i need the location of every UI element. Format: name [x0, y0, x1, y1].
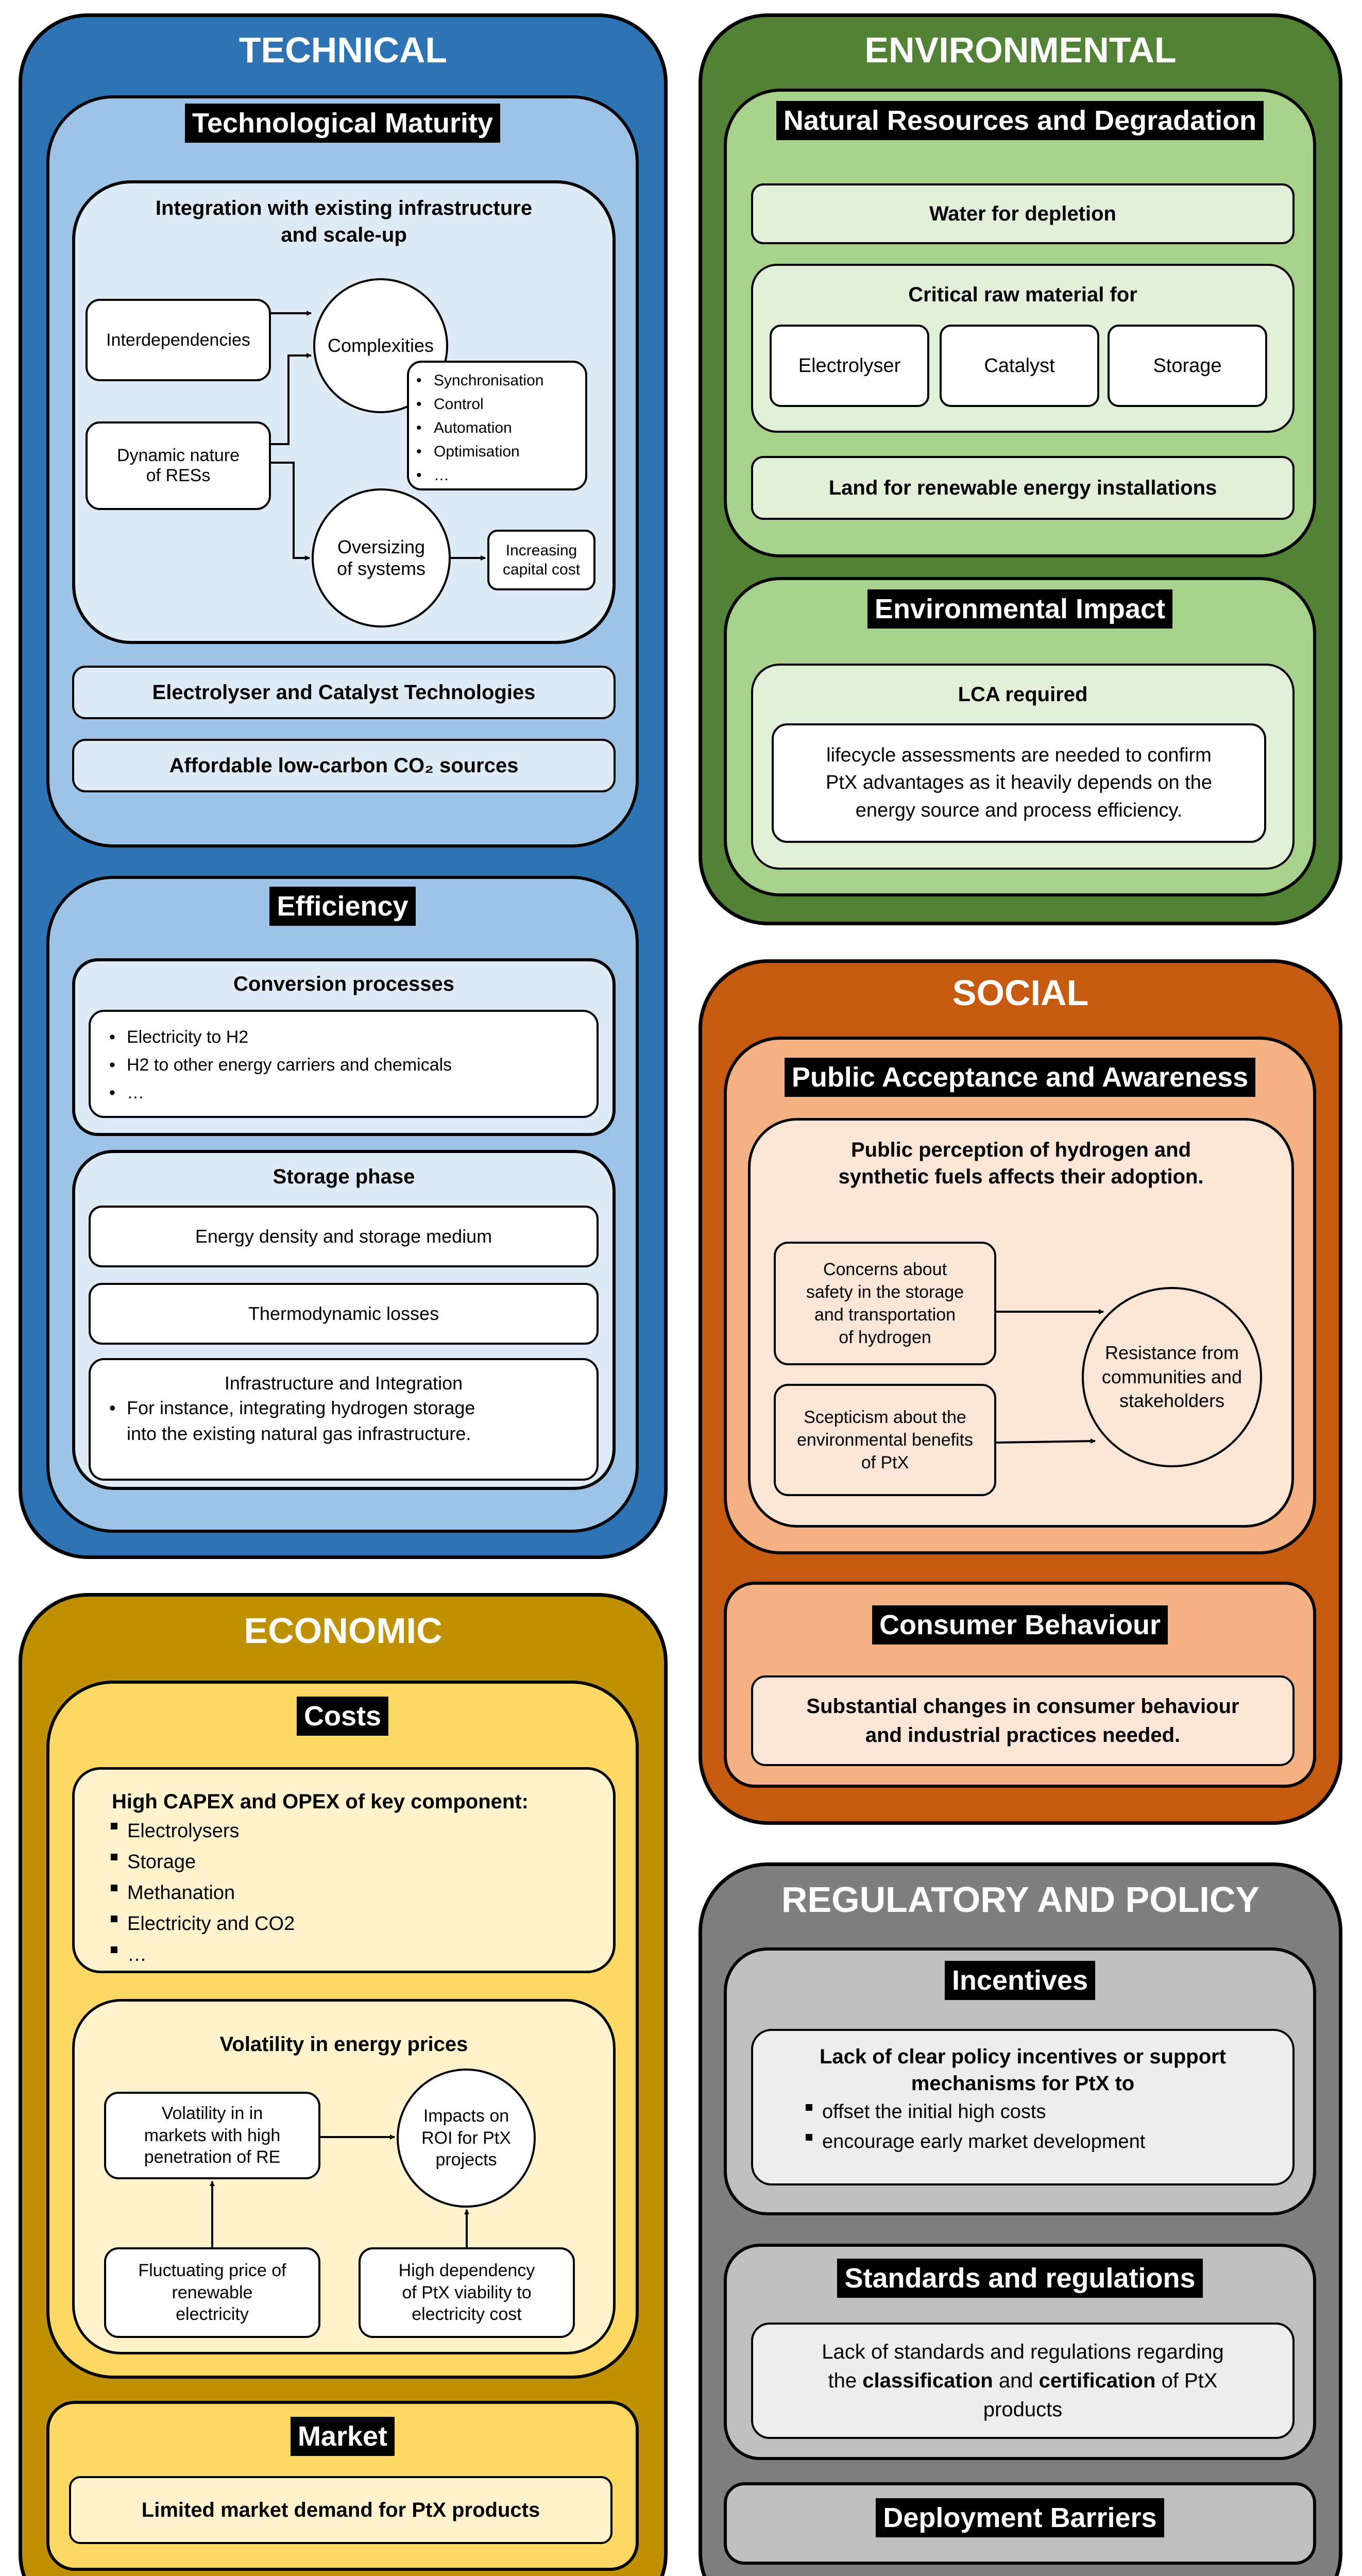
consumer-behaviour-title: Consumer Behaviour — [872, 1605, 1168, 1645]
fluctuating-price-box: Fluctuating price of renewable electricity — [104, 2247, 320, 2338]
efficiency-title: Efficiency — [269, 887, 415, 926]
critical-material-title: Critical raw material for — [908, 283, 1137, 306]
public-acceptance-title: Public Acceptance and Awareness — [785, 1058, 1255, 1097]
regulatory-title: REGULATORY AND POLICY — [781, 1879, 1260, 1920]
market-title: Market — [291, 2417, 395, 2456]
incentives-list: offset the initial high costs encourage early market development — [786, 2097, 1292, 2157]
capex-list: Electrolysers Storage Methanation Electricity and CO2 … — [91, 1816, 613, 1970]
lca-title: LCA required — [958, 683, 1088, 706]
thermodynamic-losses-box: Thermodynamic losses — [89, 1283, 599, 1345]
infrastructure-box — [89, 1358, 599, 1481]
scepticism-box: Scepticism about the environmental benefits of PtX — [774, 1384, 996, 1496]
material-electrolyser: Electrolyser — [770, 325, 929, 407]
environmental-title: ENVIRONMENTAL — [864, 30, 1177, 70]
material-storage: Storage — [1108, 325, 1267, 407]
standards-title: Standards and regulations — [837, 2259, 1202, 2298]
capital-cost-box: Increasing capital cost — [487, 530, 595, 590]
volatility-title: Volatility in energy prices — [219, 2033, 468, 2056]
co2-sources-box: Affordable low-carbon CO₂ sources — [72, 739, 616, 792]
electrolyser-tech-box: Electrolyser and Catalyst Technologies — [72, 666, 616, 719]
interdependencies-box: Interdependencies — [86, 299, 271, 381]
economic-title: ECONOMIC — [244, 1611, 442, 1651]
energy-density-box: Energy density and storage medium — [89, 1206, 599, 1267]
infrastructure-list: • For instance, integrating hydrogen storage into the existing natural gas infrastructure. — [104, 1395, 597, 1447]
tech-maturity-title: Technological Maturity — [185, 104, 500, 143]
capex-box — [72, 1767, 616, 1973]
roi-impacts-circle: Impacts on ROI for PtX projects — [397, 2069, 536, 2208]
natural-resources-title: Natural Resources and Degradation — [776, 101, 1264, 140]
lca-text-box: lifecycle assessments are needed to confirm PtX advantages as it heavily depends on the energy source and process efficiency. — [772, 723, 1266, 843]
oversizing-circle: Oversizing of systems — [312, 488, 451, 628]
capex-title: High CAPEX and OPEX of key component: — [112, 1790, 529, 1813]
water-box: Water for depletion — [751, 183, 1295, 244]
consumer-text-box: Substantial changes in consumer behaviour and industrial practices needed. — [751, 1675, 1295, 1766]
conversion-list-box — [89, 1010, 599, 1118]
complexities-circle: Complexities — [313, 278, 448, 413]
incentives-text: Lack of clear policy incentives or support mechanisms for PtX to — [819, 2045, 1227, 2095]
market-text-box: Limited market demand for PtX products — [69, 2476, 612, 2544]
costs-title: Costs — [297, 1697, 388, 1736]
infrastructure-title: Infrastructure and Integration — [224, 1372, 463, 1394]
conversion-title: Conversion processes — [233, 973, 455, 995]
volatility-markets-box: Volatility in in markets with high penetration of RE — [104, 2092, 320, 2179]
material-catalyst: Catalyst — [940, 325, 1099, 407]
dependency-box: High dependency of PtX viability to electricity cost — [359, 2247, 575, 2338]
dynamic-res-box: Dynamic nature of RESs — [86, 421, 271, 510]
incentives-text-box — [751, 2029, 1295, 2185]
perception-title: Public perception of hydrogen and synthetic fuels affects their adoption. — [838, 1139, 1204, 1188]
land-box: Land for renewable energy installations — [751, 456, 1295, 520]
standards-text-box: Lack of standards and regulations regarding the classification and certification of PtX products — [751, 2323, 1295, 2439]
resistance-circle: Resistance from communities and stakeholders — [1082, 1287, 1262, 1467]
complexity-list: • Synchronisation • Control • Automation • Optimisation • … — [411, 369, 585, 487]
storage-phase-title: Storage phase — [273, 1165, 415, 1188]
integration-title: Integration with existing infrastructure and scale-up — [155, 197, 533, 246]
social-title: SOCIAL — [952, 973, 1089, 1013]
incentives-title: Incentives — [945, 1961, 1095, 2000]
complexity-list-box — [407, 361, 587, 490]
deployment-title: Deployment Barriers — [876, 2498, 1164, 2537]
technical-title: TECHNICAL — [239, 30, 448, 70]
conversion-list: • Electricity to H2 • H2 to other energy carriers and chemicals • … — [104, 1023, 597, 1107]
env-impact-title: Environmental Impact — [867, 589, 1172, 629]
concerns-box: Concerns about safety in the storage and transportation of hydrogen — [774, 1242, 996, 1365]
